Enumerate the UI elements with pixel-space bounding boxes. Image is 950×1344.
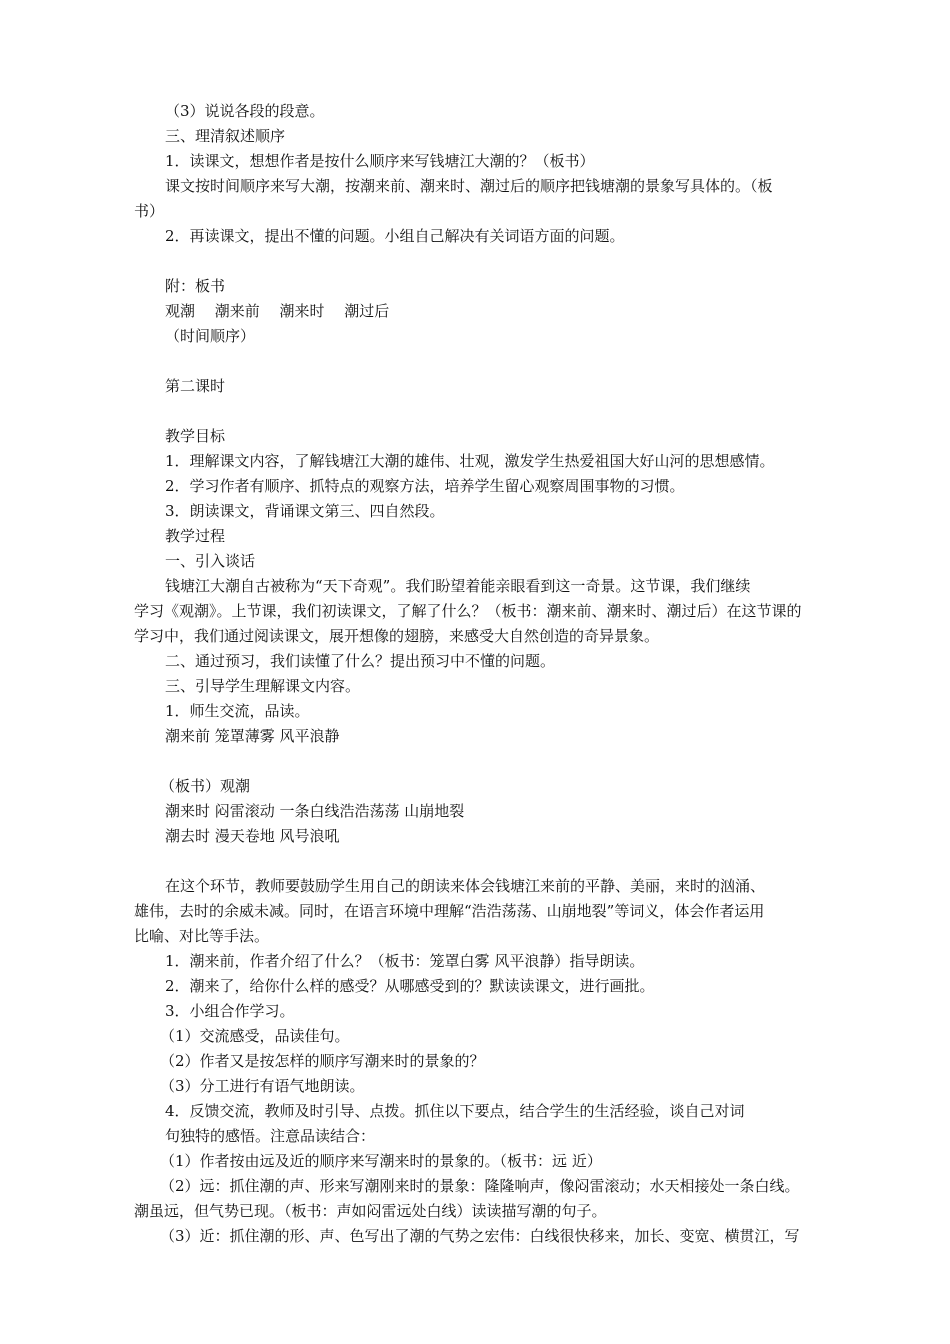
text-line: 课文按时间顺序来写大潮，按潮来前、潮来时、潮过后的顺序把钱塘潮的景象写具体的。（板 — [165, 177, 773, 195]
text-line: （1）交流感受，品读佳句。 — [160, 1027, 350, 1045]
text-line: 潮虽远，但气势已现。（板书：声如闷雷远处白线）读读描写潮的句子。 — [134, 1202, 607, 1220]
text-line: 4．反馈交流，教师及时引导、点拨。抓住以下要点，结合学生的生活经验，谈自己对词 — [165, 1102, 745, 1120]
text-line: （板书）观潮 — [160, 777, 251, 795]
text-line: 3．朗读课文，背诵课文第三、四自然段。 — [165, 502, 445, 520]
text-line: （3）说说各段的段意。 — [165, 102, 325, 120]
text-line: 钱塘江大潮自古被称为“天下奇观”。我们盼望着能亲眼看到这一奇景。这节课，我们继续 — [165, 577, 751, 595]
text-line: 2．再读课文，提出不懂的问题。小组自己解决有关词语方面的问题。 — [165, 227, 625, 245]
text-line: 1．潮来前，作者介绍了什么？（板书：笼罩白雾 风平浪静）指导朗读。 — [165, 952, 645, 970]
text-line: 学习中，我们通过阅读课文，展开想像的翅膀，来感受大自然创造的奇异景象。 — [134, 627, 660, 645]
text-line: 学习《观潮》。上节课，我们初读课文，了解了什么？（板书：潮来前、潮来时、潮过后）在这节课的 — [134, 602, 802, 620]
text-line: 潮来前 笼罩薄雾 风平浪静 — [165, 727, 340, 745]
text-line: 句独特的感悟。注意品读结合： — [165, 1127, 376, 1145]
text-line: 书） — [134, 202, 165, 220]
text-line: 教学目标 — [165, 427, 226, 445]
section-heading: 第二课时 — [165, 377, 226, 395]
text-line: （3）近：抓住潮的形、声、色写出了潮的气势之宏伟：白线很快移来，加长、变宽、横贯江，写 — [160, 1227, 800, 1245]
text-line: 观潮 潮来前 潮来时 潮过后 — [165, 302, 390, 320]
text-line: 2．潮来了，给你什么样的感受？从哪感受到的？默读读课文，进行画批。 — [165, 977, 655, 995]
text-line: 附：板书 — [165, 277, 226, 295]
text-line: 1．理解课文内容，了解钱塘江大潮的雄伟、壮观，激发学生热爱祖国大好山河的思想感情。 — [165, 452, 775, 470]
text-line: 二、通过预习，我们读懂了什么？提出预习中不懂的问题。 — [165, 652, 556, 670]
text-line: 潮来时 闷雷滚动 一条白线浩浩荡荡 山崩地裂 — [165, 802, 465, 820]
text-line: （2）作者又是按怎样的顺序写潮来时的景象的？ — [160, 1052, 485, 1070]
text-line: 三、理清叙述顺序 — [165, 127, 286, 145]
text-line: （2）远：抓住潮的声、形来写潮刚来时的景象：隆隆响声，像闷雷滚动；水天相接处一条白线。 — [160, 1177, 800, 1195]
text-line: 教学过程 — [165, 527, 226, 545]
text-line: 3．小组合作学习。 — [165, 1002, 295, 1020]
text-line: 潮去时 漫天卷地 风号浪吼 — [165, 827, 340, 845]
text-line: （1）作者按由远及近的顺序来写潮来时的景象的。（板书：远 近） — [160, 1152, 602, 1170]
text-line: （3）分工进行有语气地朗读。 — [160, 1077, 365, 1095]
text-line: 1．师生交流，品读。 — [165, 702, 310, 720]
text-line: （时间顺序） — [165, 327, 256, 345]
text-line: 三、引导学生理解课文内容。 — [165, 677, 361, 695]
text-line: 2．学习作者有顺序、抓特点的观察方法，培养学生留心观察周围事物的习惯。 — [165, 477, 685, 495]
text-line: 比喻、对比等手法。 — [134, 927, 270, 945]
text-line: 一、引入谈话 — [165, 552, 256, 570]
text-line: 雄伟，去时的余威未减。同时，在语言环境中理解“浩浩荡荡、山崩地裂”等词义，体会作者运用 — [134, 902, 765, 920]
text-line: 在这个环节，教师要鼓励学生用自己的朗读来体会钱塘江来前的平静、美丽，来时的汹涌、 — [165, 877, 766, 895]
text-line: 1．读课文，想想作者是按什么顺序来写钱塘江大潮的？（板书） — [165, 152, 595, 170]
